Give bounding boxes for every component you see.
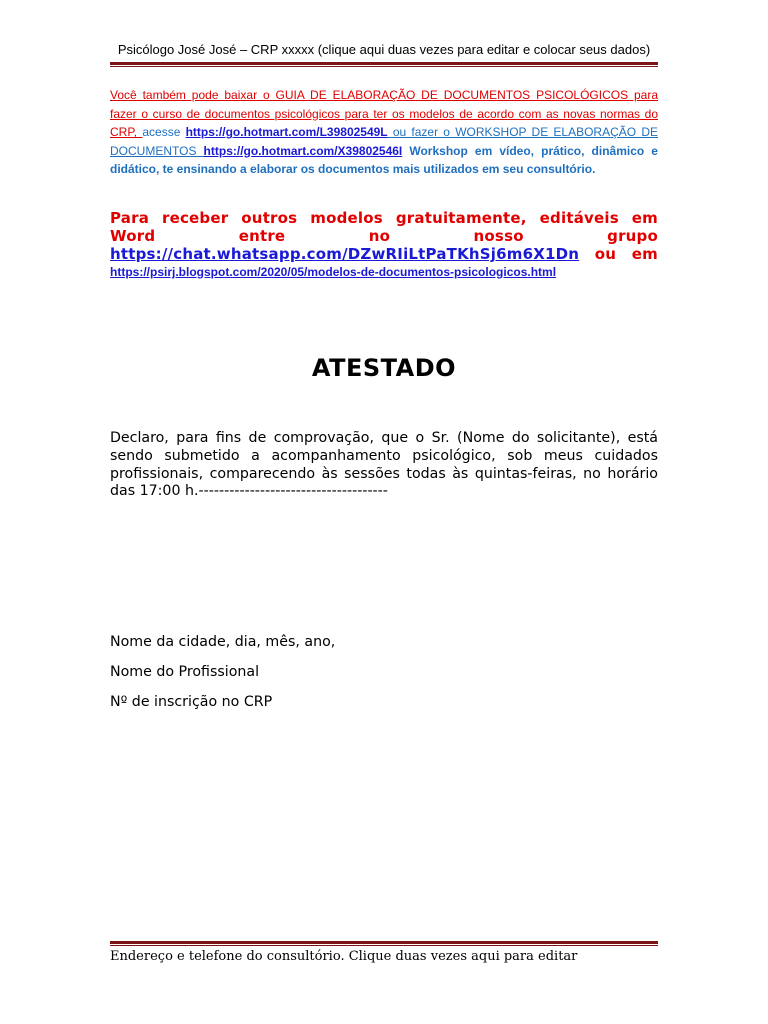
footer-rule [110,941,658,947]
signature-city-date: Nome da cidade, dia, mês, ano, [110,634,336,650]
promo-acesse-text: acesse [142,125,186,140]
document-body: Declaro, para fins de comprovação, que o Sr. (Nome do solicitante), está sendo submetido a acompanhamento psicológico, sob meus cuidados profissionais, comparecendo às sessões todas às quintas-feiras, no horário das 17:00 h.------------------------------------- [110,430,658,500]
footer-rule-thick [110,941,658,944]
footer-rule-thin [110,945,658,946]
page-header[interactable]: Psicólogo José José – CRP xxxxx (clique aqui duas vezes para editar e colocar seus dados) [117,42,651,57]
promo-workshop-text: ou fazer o WORKSHOP DE ELABORAÇÃO DE DOCUMENTOS [110,125,658,158]
header-rule-thick [110,62,658,65]
whatsapp-link[interactable]: https://chat.whatsapp.com/DZwRIiLtPaTKhSj6m6X1Dn [110,245,580,264]
page-footer[interactable]: Endereço e telefone do consultório. Clique duas vezes aqui para editar [110,949,578,964]
hotmart-link-1[interactable]: https://go.hotmart.com/L39802549L [185,125,388,140]
hotmart-link-2[interactable]: https://go.hotmart.com/X39802546I [203,143,403,158]
header-rule-thin [110,66,658,67]
promo-paragraph [110,86,658,179]
promo-red-text: Você também pode baixar o GUIA DE ELABORAÇÃO DE DOCUMENTOS PSICOLÓGICOS para fazer o curso de documentos psicológicos para ter os modelos de acordo com as novas normas do CRP, [110,88,658,140]
document-title: ATESTADO [311,354,457,382]
promo-ou-em-text: ou em [579,245,658,264]
promo-group-text: Para receber outros modelos gratuitamente, editáveis em Word entre no nosso grupo [110,209,658,246]
signature-crp: Nº de inscrição no CRP [110,694,273,710]
blog-link[interactable]: https://psirj.blogspot.com/2020/05/modelos-de-documentos-psicologicos.html [110,264,557,279]
header-rule [110,62,658,68]
promo-tail-text: Workshop em vídeo, prático, dinâmico e didático, te ensinando a elaborar os documentos mais utilizados em seu consultório. [110,143,658,177]
signature-professional: Nome do Profissional [110,664,260,680]
promo-group-paragraph [110,209,658,281]
